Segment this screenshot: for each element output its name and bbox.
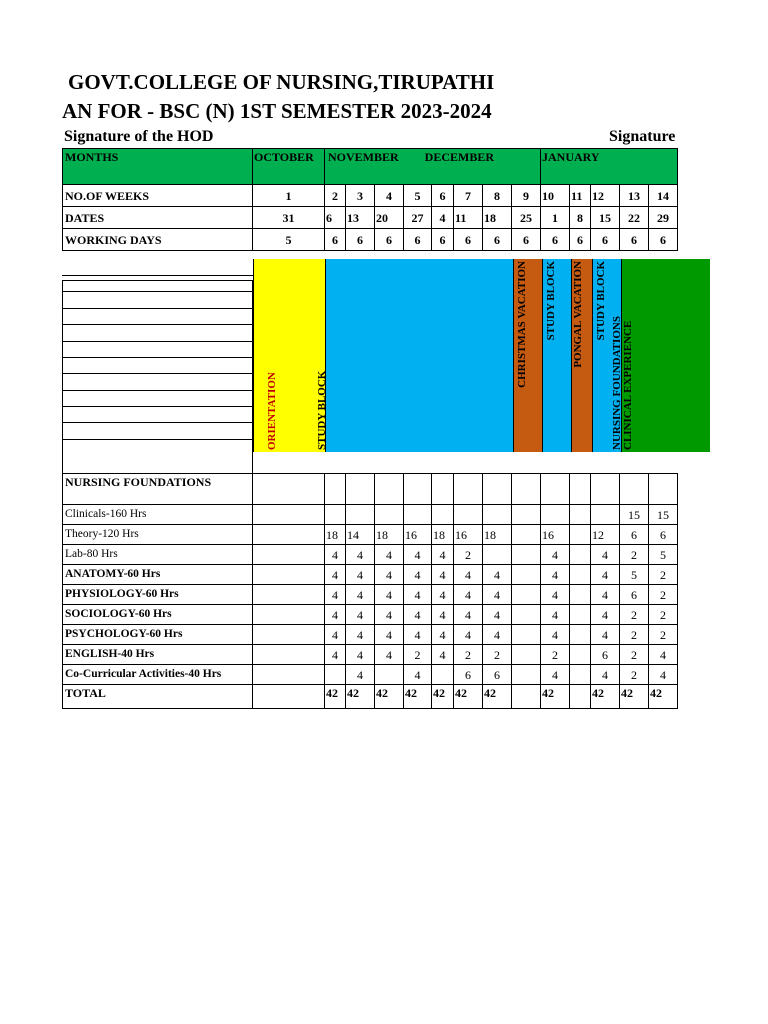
nf-clinical-block bbox=[611, 259, 710, 452]
subject-value-cell bbox=[483, 545, 512, 565]
subject-value-cell: 4 bbox=[346, 585, 375, 605]
dates-cell: 15 bbox=[591, 207, 620, 229]
months-row bbox=[63, 149, 678, 185]
subject-value-cell bbox=[375, 505, 404, 525]
subject-value-cell: 4 bbox=[432, 625, 454, 645]
subject-value-cell: 2 bbox=[649, 605, 678, 625]
subject-value-cell: 4 bbox=[649, 645, 678, 665]
dates-label: DATES bbox=[63, 207, 253, 229]
subject-value-cell bbox=[570, 505, 591, 525]
weeks-cell: 13 bbox=[620, 185, 649, 207]
subject-value-cell bbox=[512, 565, 541, 585]
dates-cell: 22 bbox=[620, 207, 649, 229]
subject-value-cell: 4 bbox=[541, 605, 570, 625]
band-rule-line bbox=[62, 390, 253, 391]
subject-value-cell: 4 bbox=[483, 585, 512, 605]
subject-value-cell: 4 bbox=[432, 645, 454, 665]
subject-value-cell: 4 bbox=[325, 565, 346, 585]
subject-label: SOCIOLOGY-60 Hrs bbox=[63, 605, 253, 625]
subject-value-cell: 4 bbox=[375, 565, 404, 585]
subject-value-cell: 4 bbox=[483, 605, 512, 625]
subject-value-cell: 4 bbox=[325, 625, 346, 645]
subject-value-cell: 4 bbox=[325, 545, 346, 565]
subject-value-cell: 18 bbox=[483, 525, 512, 545]
dates-cell: 13 bbox=[346, 207, 375, 229]
total-cell: 42 bbox=[483, 685, 512, 709]
subject-value-cell: 4 bbox=[375, 645, 404, 665]
subject-value-cell: 4 bbox=[404, 625, 432, 645]
subject-label: ANATOMY-60 Hrs bbox=[63, 565, 253, 585]
dates-cell: 29 bbox=[649, 207, 678, 229]
subject-value-cell: 18 bbox=[432, 525, 454, 545]
subject-value-cell: 16 bbox=[541, 525, 570, 545]
subject-value-cell bbox=[325, 505, 346, 525]
hod-signature-label: Signature of the HOD bbox=[64, 128, 214, 145]
total-cell: 42 bbox=[432, 685, 454, 709]
empty-cell bbox=[620, 474, 649, 505]
subject-value-cell bbox=[570, 665, 591, 685]
subject-value-cell bbox=[253, 525, 325, 545]
subject-value-cell: 12 bbox=[591, 525, 620, 545]
subject-value-cell: 4 bbox=[649, 665, 678, 685]
working-days-cell: 6 bbox=[591, 229, 620, 251]
weeks-cell: 2 bbox=[325, 185, 346, 207]
subject-row bbox=[63, 525, 678, 545]
empty-cell bbox=[253, 474, 325, 505]
subject-value-cell: 5 bbox=[620, 565, 649, 585]
dates-cell: 31 bbox=[253, 207, 325, 229]
working-days-cell: 6 bbox=[483, 229, 512, 251]
subject-value-cell: 4 bbox=[404, 585, 432, 605]
empty-cell bbox=[570, 474, 591, 505]
dates-cell: 11 bbox=[454, 207, 483, 229]
month-october: OCTOBER bbox=[253, 149, 325, 185]
empty-cell bbox=[325, 474, 346, 505]
subject-value-cell bbox=[404, 505, 432, 525]
subject-value-cell: 18 bbox=[375, 525, 404, 545]
subject-value-cell: 4 bbox=[432, 585, 454, 605]
subject-label: Co-Curricular Activities-40 Hrs bbox=[63, 665, 253, 685]
nf-clinical-block-label: NURSING FOUNDATIONS bbox=[611, 316, 623, 450]
subject-value-cell: 2 bbox=[620, 645, 649, 665]
subject-value-cell bbox=[512, 625, 541, 645]
subject-value-cell bbox=[512, 525, 541, 545]
subject-value-cell: 4 bbox=[404, 665, 432, 685]
subject-value-cell: 4 bbox=[404, 605, 432, 625]
dates-row bbox=[63, 207, 678, 229]
subject-label: Clinicals-160 Hrs bbox=[63, 505, 253, 525]
subject-value-cell bbox=[375, 665, 404, 685]
subject-value-cell: 2 bbox=[620, 665, 649, 685]
nursing-foundations-label: NURSING FOUNDATIONS bbox=[63, 474, 253, 505]
subject-value-cell: 4 bbox=[346, 665, 375, 685]
subject-value-cell bbox=[253, 585, 325, 605]
subject-value-cell bbox=[253, 565, 325, 585]
subject-value-cell: 4 bbox=[325, 645, 346, 665]
subject-value-cell: 2 bbox=[454, 645, 483, 665]
subject-value-cell: 4 bbox=[591, 665, 620, 685]
subject-value-cell bbox=[253, 505, 325, 525]
weeks-cell: 5 bbox=[404, 185, 432, 207]
subject-value-cell: 4 bbox=[541, 545, 570, 565]
month-december: DECEMBER bbox=[424, 150, 495, 164]
working-days-cell: 6 bbox=[375, 229, 404, 251]
subject-value-cell: 4 bbox=[483, 565, 512, 585]
subject-row bbox=[63, 505, 678, 525]
empty-cell bbox=[541, 474, 570, 505]
subject-value-cell bbox=[325, 665, 346, 685]
subject-value-cell: 4 bbox=[346, 625, 375, 645]
band-rule-line bbox=[62, 341, 253, 342]
subject-value-cell: 4 bbox=[454, 565, 483, 585]
pongal-vacation-block bbox=[571, 259, 593, 452]
empty-cell bbox=[375, 474, 404, 505]
subject-value-cell: 16 bbox=[404, 525, 432, 545]
total-cell: 42 bbox=[649, 685, 678, 709]
weeks-cell: 12 bbox=[591, 185, 620, 207]
pongal-vacation-block-label: PONGAL VACATION bbox=[572, 261, 584, 368]
total-cell: 42 bbox=[375, 685, 404, 709]
subject-value-cell: 6 bbox=[620, 525, 649, 545]
orientation-block-label: ORIENTATION bbox=[266, 372, 278, 450]
working-days-cell: 6 bbox=[346, 229, 375, 251]
working-days-cell: 6 bbox=[512, 229, 541, 251]
subject-value-cell bbox=[512, 585, 541, 605]
subject-value-cell: 4 bbox=[404, 545, 432, 565]
subject-value-cell: 4 bbox=[591, 565, 620, 585]
subject-value-cell bbox=[570, 545, 591, 565]
band-rule-line bbox=[62, 439, 253, 440]
subject-row bbox=[63, 605, 678, 625]
study-block-jan-1-label: STUDY BLOCK bbox=[545, 261, 557, 341]
empty-cell bbox=[432, 474, 454, 505]
subject-value-cell: 4 bbox=[432, 605, 454, 625]
empty-cell bbox=[346, 474, 375, 505]
subject-value-cell: 2 bbox=[620, 545, 649, 565]
weeks-cell: 7 bbox=[454, 185, 483, 207]
working-days-label: WORKING DAYS bbox=[63, 229, 253, 251]
subject-value-cell: 4 bbox=[591, 625, 620, 645]
subject-label: Lab-80 Hrs bbox=[63, 545, 253, 565]
subject-value-cell bbox=[570, 565, 591, 585]
subject-value-cell: 4 bbox=[541, 585, 570, 605]
subject-value-cell: 2 bbox=[541, 645, 570, 665]
study-block-jan-1 bbox=[542, 259, 572, 452]
subject-value-cell: 4 bbox=[375, 605, 404, 625]
working-days-cell: 6 bbox=[454, 229, 483, 251]
subject-value-cell bbox=[570, 645, 591, 665]
nf-clinical-block-label: CLINICAL EXPERIENCE bbox=[622, 320, 634, 450]
subject-value-cell: 4 bbox=[375, 545, 404, 565]
dates-cell: 1 bbox=[541, 207, 570, 229]
working-days-cell: 5 bbox=[253, 229, 325, 251]
subject-row bbox=[63, 665, 678, 685]
band-rule-line bbox=[62, 324, 253, 325]
weeks-cell: 14 bbox=[649, 185, 678, 207]
band-rule-line bbox=[62, 275, 253, 276]
empty-cell bbox=[454, 474, 483, 505]
subject-value-cell bbox=[253, 545, 325, 565]
subject-value-cell: 6 bbox=[591, 645, 620, 665]
subject-value-cell: 16 bbox=[454, 525, 483, 545]
working-days-cell: 6 bbox=[649, 229, 678, 251]
subject-value-cell: 4 bbox=[346, 545, 375, 565]
month-november: NOVEMBER bbox=[328, 150, 399, 164]
dates-cell: 18 bbox=[483, 207, 512, 229]
weeks-cell: 11 bbox=[570, 185, 591, 207]
subject-value-cell bbox=[570, 625, 591, 645]
weeks-cell: 3 bbox=[346, 185, 375, 207]
subject-value-cell: 4 bbox=[591, 545, 620, 565]
band-rule-line bbox=[62, 373, 253, 374]
band-rule-line bbox=[62, 422, 253, 423]
total-cell: 42 bbox=[346, 685, 375, 709]
subject-row bbox=[63, 565, 678, 585]
subject-value-cell bbox=[253, 625, 325, 645]
subject-value-cell: 6 bbox=[483, 665, 512, 685]
band-rule-line bbox=[62, 291, 253, 292]
subject-label: PSYCHOLOGY-60 Hrs bbox=[63, 625, 253, 645]
subject-value-cell: 2 bbox=[620, 605, 649, 625]
subject-value-cell bbox=[483, 505, 512, 525]
study-block-nov-dec bbox=[316, 259, 514, 452]
band-rule-line bbox=[62, 308, 253, 309]
subject-value-cell: 4 bbox=[541, 665, 570, 685]
working-days-cell: 6 bbox=[404, 229, 432, 251]
working-days-cell: 6 bbox=[541, 229, 570, 251]
subject-row bbox=[63, 645, 678, 665]
empty-cell bbox=[591, 474, 620, 505]
subject-value-cell: 4 bbox=[454, 625, 483, 645]
dates-cell: 20 bbox=[375, 207, 404, 229]
subject-value-cell: 4 bbox=[375, 625, 404, 645]
working-days-cell: 6 bbox=[570, 229, 591, 251]
weeks-row bbox=[63, 185, 678, 207]
subject-value-cell bbox=[253, 605, 325, 625]
subject-label: Theory-120 Hrs bbox=[63, 525, 253, 545]
total-cell: 42 bbox=[591, 685, 620, 709]
month-january: JANUARY bbox=[541, 149, 678, 185]
subject-value-cell bbox=[570, 585, 591, 605]
subject-value-cell: 2 bbox=[649, 565, 678, 585]
plan-title: AN FOR - BSC (N) 1ST SEMESTER 2023-2024 bbox=[62, 99, 492, 123]
subject-value-cell bbox=[570, 605, 591, 625]
subject-value-cell: 2 bbox=[454, 545, 483, 565]
empty-cell bbox=[649, 474, 678, 505]
subject-value-cell bbox=[432, 665, 454, 685]
subject-value-cell bbox=[512, 545, 541, 565]
subject-value-cell: 2 bbox=[483, 645, 512, 665]
weeks-cell: 4 bbox=[375, 185, 404, 207]
subject-value-cell: 4 bbox=[483, 625, 512, 645]
band-rule-line bbox=[62, 406, 253, 407]
total-cell: 42 bbox=[454, 685, 483, 709]
subject-value-cell: 4 bbox=[541, 565, 570, 585]
subject-value-cell bbox=[253, 645, 325, 665]
subject-value-cell: 4 bbox=[454, 585, 483, 605]
subject-value-cell bbox=[512, 505, 541, 525]
working-days-row bbox=[63, 229, 678, 251]
weeks-cell: 6 bbox=[432, 185, 454, 207]
subject-value-cell: 6 bbox=[649, 525, 678, 545]
subject-value-cell: 18 bbox=[325, 525, 346, 545]
subject-label: PHYSIOLOGY-60 Hrs bbox=[63, 585, 253, 605]
weeks-cell: 10 bbox=[541, 185, 570, 207]
subject-value-cell bbox=[512, 605, 541, 625]
study-block-jan-2-label: STUDY BLOCK bbox=[595, 261, 607, 341]
subject-value-cell: 2 bbox=[649, 585, 678, 605]
total-cell: 42 bbox=[541, 685, 570, 709]
christmas-vacation-block-label: CHRISTMAS VACATION bbox=[516, 261, 528, 388]
subject-value-cell: 14 bbox=[346, 525, 375, 545]
subject-value-cell: 4 bbox=[432, 545, 454, 565]
subject-value-cell: 4 bbox=[404, 565, 432, 585]
subject-value-cell: 4 bbox=[591, 585, 620, 605]
dates-cell: 8 bbox=[570, 207, 591, 229]
subject-value-cell: 4 bbox=[346, 565, 375, 585]
weeks-label: NO.OF WEEKS bbox=[63, 185, 253, 207]
subject-value-cell: 4 bbox=[325, 585, 346, 605]
subject-value-cell: 4 bbox=[325, 605, 346, 625]
subject-value-cell bbox=[570, 525, 591, 545]
subject-value-cell: 2 bbox=[649, 625, 678, 645]
nursing-foundations-row bbox=[63, 474, 678, 505]
subject-value-cell bbox=[591, 505, 620, 525]
subject-value-cell bbox=[253, 665, 325, 685]
subject-value-cell: 4 bbox=[375, 585, 404, 605]
subject-value-cell bbox=[512, 665, 541, 685]
band-label-area bbox=[63, 281, 253, 474]
weeks-cell: 9 bbox=[512, 185, 541, 207]
band-rule-line bbox=[62, 357, 253, 358]
subject-value-cell bbox=[541, 505, 570, 525]
subject-value-cell bbox=[512, 645, 541, 665]
subject-value-cell: 2 bbox=[404, 645, 432, 665]
subject-value-cell: 6 bbox=[454, 665, 483, 685]
total-cell: 42 bbox=[404, 685, 432, 709]
subject-value-cell: 4 bbox=[346, 605, 375, 625]
subject-value-cell: 4 bbox=[541, 625, 570, 645]
subject-row bbox=[63, 625, 678, 645]
total-cell bbox=[512, 685, 541, 709]
total-row bbox=[63, 685, 678, 709]
working-days-cell: 6 bbox=[325, 229, 346, 251]
total-cell bbox=[253, 685, 325, 709]
dates-cell: 25 bbox=[512, 207, 541, 229]
subject-value-cell: 15 bbox=[649, 505, 678, 525]
subject-value-cell: 2 bbox=[620, 625, 649, 645]
dates-cell: 4 bbox=[432, 207, 454, 229]
subject-value-cell: 4 bbox=[346, 645, 375, 665]
subject-value-cell bbox=[454, 505, 483, 525]
months-label: MONTHS bbox=[63, 149, 253, 185]
month-november-december bbox=[325, 149, 541, 185]
working-days-cell: 6 bbox=[620, 229, 649, 251]
dates-cell: 27 bbox=[404, 207, 432, 229]
weeks-cell: 8 bbox=[483, 185, 512, 207]
subject-value-cell: 4 bbox=[432, 565, 454, 585]
subject-value-cell bbox=[432, 505, 454, 525]
total-label: TOTAL bbox=[63, 685, 253, 709]
subject-value-cell: 6 bbox=[620, 585, 649, 605]
subject-value-cell: 5 bbox=[649, 545, 678, 565]
weeks-cell: 1 bbox=[253, 185, 325, 207]
total-cell: 42 bbox=[325, 685, 346, 709]
dates-cell: 6 bbox=[325, 207, 346, 229]
subject-value-cell bbox=[346, 505, 375, 525]
empty-cell bbox=[404, 474, 432, 505]
college-title: GOVT.COLLEGE OF NURSING,TIRUPATHI bbox=[68, 70, 495, 94]
total-cell: 42 bbox=[620, 685, 649, 709]
signature-label: Signature bbox=[609, 128, 676, 145]
working-days-cell: 6 bbox=[432, 229, 454, 251]
christmas-vacation-block bbox=[513, 259, 543, 452]
study-block-nov-dec-label: STUDY BLOCK bbox=[316, 370, 328, 450]
subject-row bbox=[63, 585, 678, 605]
total-cell bbox=[570, 685, 591, 709]
empty-cell bbox=[483, 474, 512, 505]
subject-label: ENGLISH-40 Hrs bbox=[63, 645, 253, 665]
subject-value-cell: 15 bbox=[620, 505, 649, 525]
subject-value-cell: 4 bbox=[591, 605, 620, 625]
subject-row bbox=[63, 545, 678, 565]
subject-value-cell: 4 bbox=[454, 605, 483, 625]
empty-cell bbox=[512, 474, 541, 505]
